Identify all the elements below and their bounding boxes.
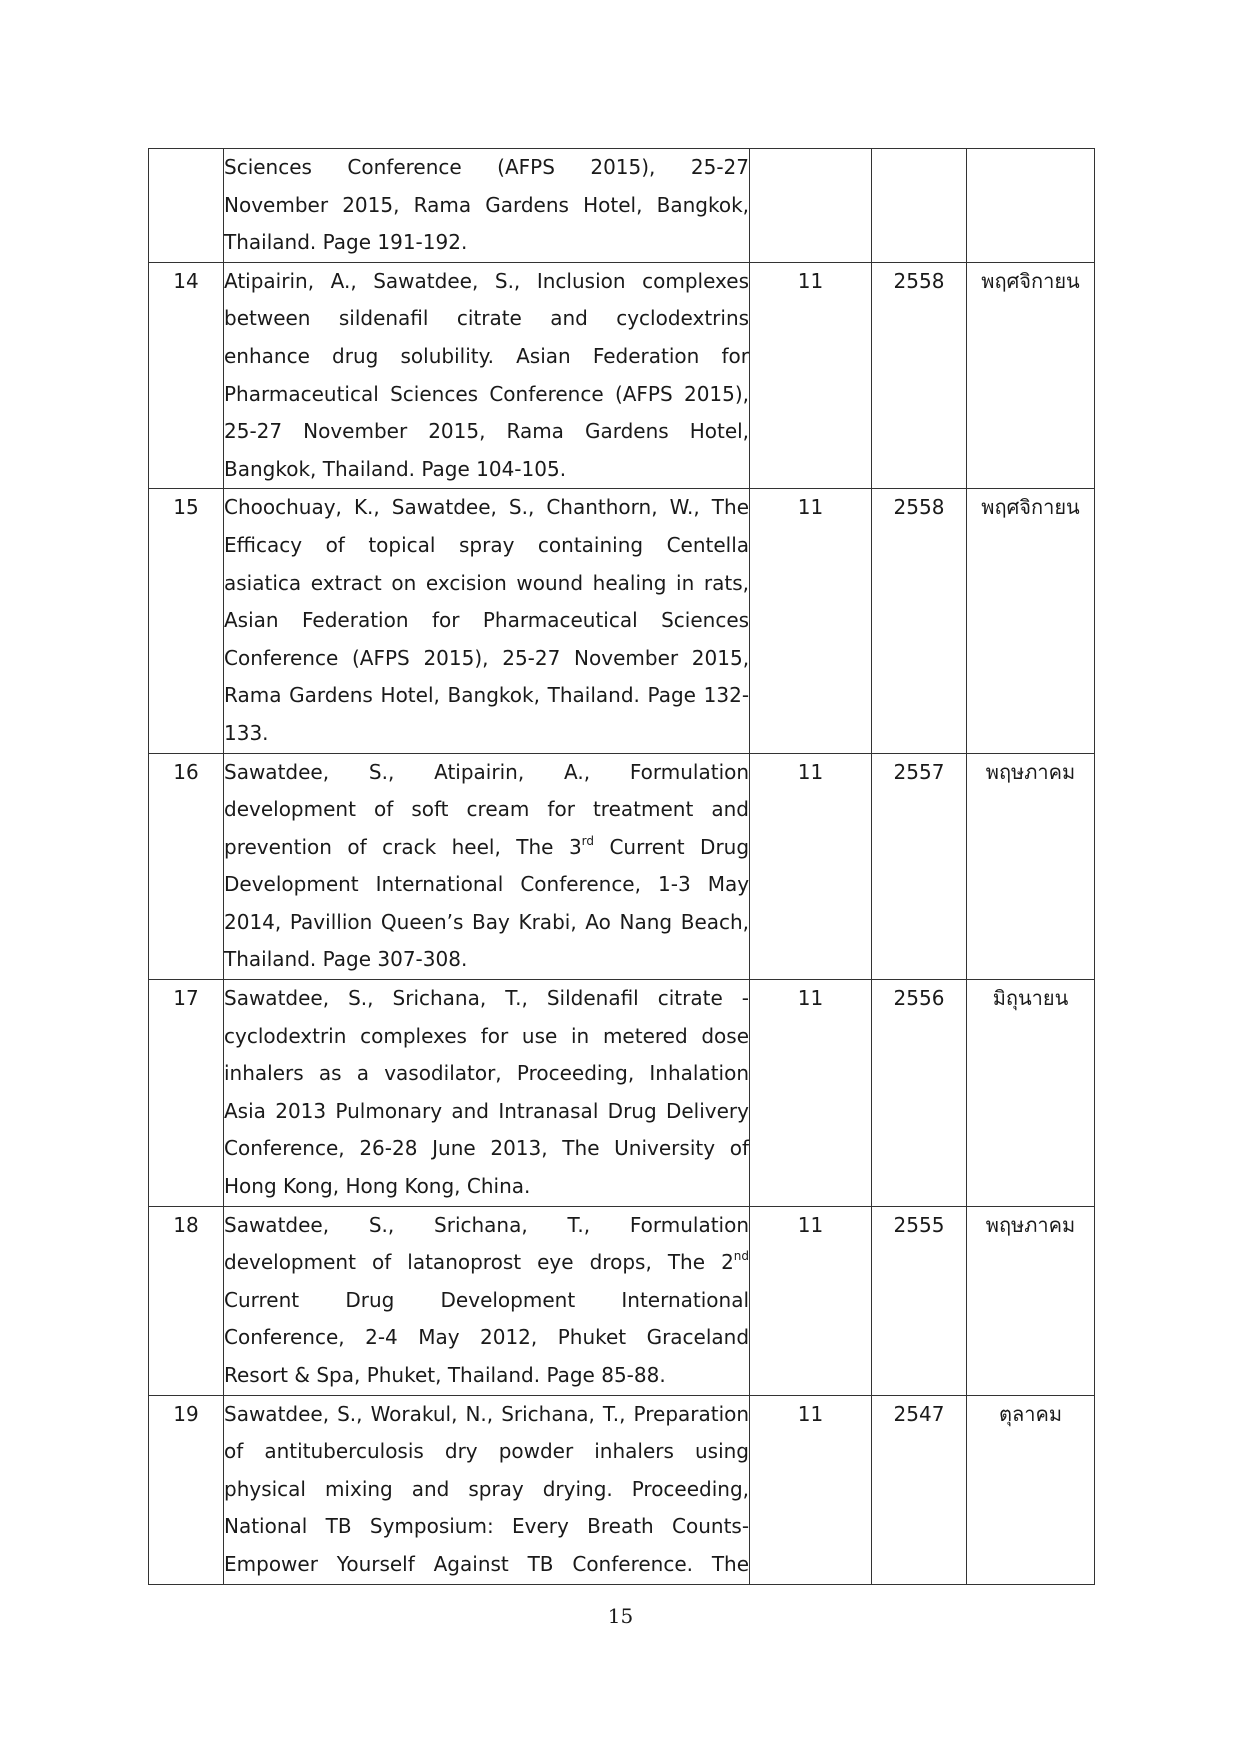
volume-cell <box>750 149 872 263</box>
reference-line: Conference, 26-28 June 2013, The University of <box>224 1136 750 1161</box>
row-number-cell <box>149 149 224 263</box>
reference-line: development of soft cream for treatment and <box>224 797 749 822</box>
reference-line: Current Drug Development International <box>224 1287 750 1312</box>
reference-line: Asian Federation for Pharmaceutical Sciences <box>224 608 750 633</box>
reference-line: Empower Yourself Against TB Conference. The <box>224 1551 750 1576</box>
ordinal-superscript: nd <box>733 1249 750 1264</box>
year-cell <box>872 149 967 263</box>
reference-cell <box>224 1395 750 1584</box>
year-cell: 2556 <box>872 980 967 1207</box>
volume-cell: 11 <box>750 489 872 753</box>
reference-line: of antituberculosis dry powder inhalers using <box>224 1439 749 1464</box>
year-cell: 2547 <box>872 1395 967 1584</box>
month-cell: มิถุนายน <box>967 980 1095 1207</box>
reference-line: asiatica extract on excision wound healing in rats, <box>224 570 749 595</box>
reference-line: 2014, Pavillion Queen’s Bay Krabi, Ao Nang Beach, <box>224 909 750 934</box>
reference-line: Sawatdee, S., Srichana, T., Formulation <box>224 1212 750 1237</box>
year-cell: 2555 <box>872 1206 967 1395</box>
month-cell: พฤศจิกายน <box>967 489 1095 753</box>
reference-line: 133. <box>224 720 269 745</box>
reference-line: Hong Kong, Hong Kong, China. <box>224 1174 531 1199</box>
volume-cell: 11 <box>750 1395 872 1584</box>
reference-line: development of latanoprost eye drops, The 2nd <box>224 1249 750 1275</box>
table-row <box>149 262 1095 489</box>
reference-cell <box>224 753 750 980</box>
table-row <box>149 149 1095 263</box>
reference-line: Thailand. Page 307-308. <box>224 947 468 972</box>
table-row <box>149 1395 1095 1584</box>
reference-line: Efficacy of topical spray containing Centella <box>224 532 750 557</box>
page-number: 15 <box>607 1604 634 1628</box>
table-row <box>149 980 1095 1207</box>
table-row <box>149 753 1095 980</box>
reference-line: Resort & Spa, Phuket, Thailand. Page 85-88. <box>224 1363 666 1387</box>
reference-line: physical mixing and spray drying. Proceeding, <box>224 1476 750 1501</box>
reference-line: Asia 2013 Pulmonary and Intranasal Drug Delivery <box>224 1098 749 1123</box>
ordinal-superscript: rd <box>581 833 595 848</box>
reference-cell <box>224 262 750 489</box>
table-row <box>149 1206 1095 1395</box>
reference-line: between sildenafil citrate and cyclodextrins <box>224 306 750 331</box>
table-row <box>149 489 1095 753</box>
reference-line: prevention of crack heel, The 3rd Current Drug <box>224 833 750 859</box>
reference-line: Conference, 2-4 May 2012, Phuket Graceland <box>224 1325 750 1350</box>
year-cell: 2558 <box>872 262 967 489</box>
reference-line: inhalers as a vasodilator, Proceeding, Inhalation <box>224 1061 750 1086</box>
month-cell: พฤษภาคม <box>967 1206 1095 1395</box>
year-cell: 2558 <box>872 489 967 753</box>
reference-line: National TB Symposium: Every Breath Counts- <box>224 1514 750 1539</box>
reference-line: 25-27 November 2015, Rama Gardens Hotel, <box>224 419 750 444</box>
row-number-cell: 18 <box>149 1206 224 1395</box>
reference-cell <box>224 980 750 1207</box>
reference-line: Sciences Conference (AFPS 2015), 25-27 <box>224 155 749 179</box>
reference-line: Choochuay, K., Sawatdee, S., Chanthorn, W., The <box>224 495 749 520</box>
reference-line: Development International Conference, 1-3 May <box>224 872 750 897</box>
month-cell <box>967 149 1095 263</box>
volume-cell: 11 <box>750 753 872 980</box>
reference-line: Atipairin, A., Sawatdee, S., Inclusion complexes <box>224 268 749 293</box>
reference-cell <box>224 149 750 263</box>
volume-cell: 11 <box>750 1206 872 1395</box>
reference-line: Pharmaceutical Sciences Conference (AFPS 2015), <box>224 381 750 406</box>
reference-line: Rama Gardens Hotel, Bangkok, Thailand. Page 132- <box>224 683 750 708</box>
year-cell: 2557 <box>872 753 967 980</box>
reference-line: Conference (AFPS 2015), 25-27 November 2015, <box>224 645 750 670</box>
reference-line: Bangkok, Thailand. Page 104-105. <box>224 456 567 481</box>
reference-line: Thailand. Page 191-192. <box>224 230 468 255</box>
reference-cell <box>224 489 750 753</box>
month-cell: พฤศจิกายน <box>967 262 1095 489</box>
row-number-cell: 16 <box>149 753 224 980</box>
reference-line: Sawatdee, S., Srichana, T., Sildenafil citrate - <box>224 986 750 1011</box>
month-cell: ตุลาคม <box>967 1395 1095 1584</box>
reference-line: cyclodextrin complexes for use in metered dose <box>224 1023 750 1048</box>
reference-line: November 2015, Rama Gardens Hotel, Bangkok, <box>224 192 750 217</box>
row-number-cell: 14 <box>149 262 224 489</box>
reference-line: Sawatdee, S., Atipairin, A., Formulation <box>224 759 750 784</box>
row-number-cell: 17 <box>149 980 224 1207</box>
month-cell: พฤษภาคม <box>967 753 1095 980</box>
reference-cell <box>224 1206 750 1395</box>
publication-table <box>148 148 1095 1585</box>
publication-table-body <box>149 149 1095 1585</box>
row-number-cell: 15 <box>149 489 224 753</box>
reference-line: Sawatdee, S., Worakul, N., Srichana, T., Preparation <box>224 1401 750 1426</box>
volume-cell: 11 <box>750 262 872 489</box>
volume-cell: 11 <box>750 980 872 1207</box>
row-number-cell: 19 <box>149 1395 224 1584</box>
reference-line: enhance drug solubility. Asian Federation for <box>224 343 750 368</box>
